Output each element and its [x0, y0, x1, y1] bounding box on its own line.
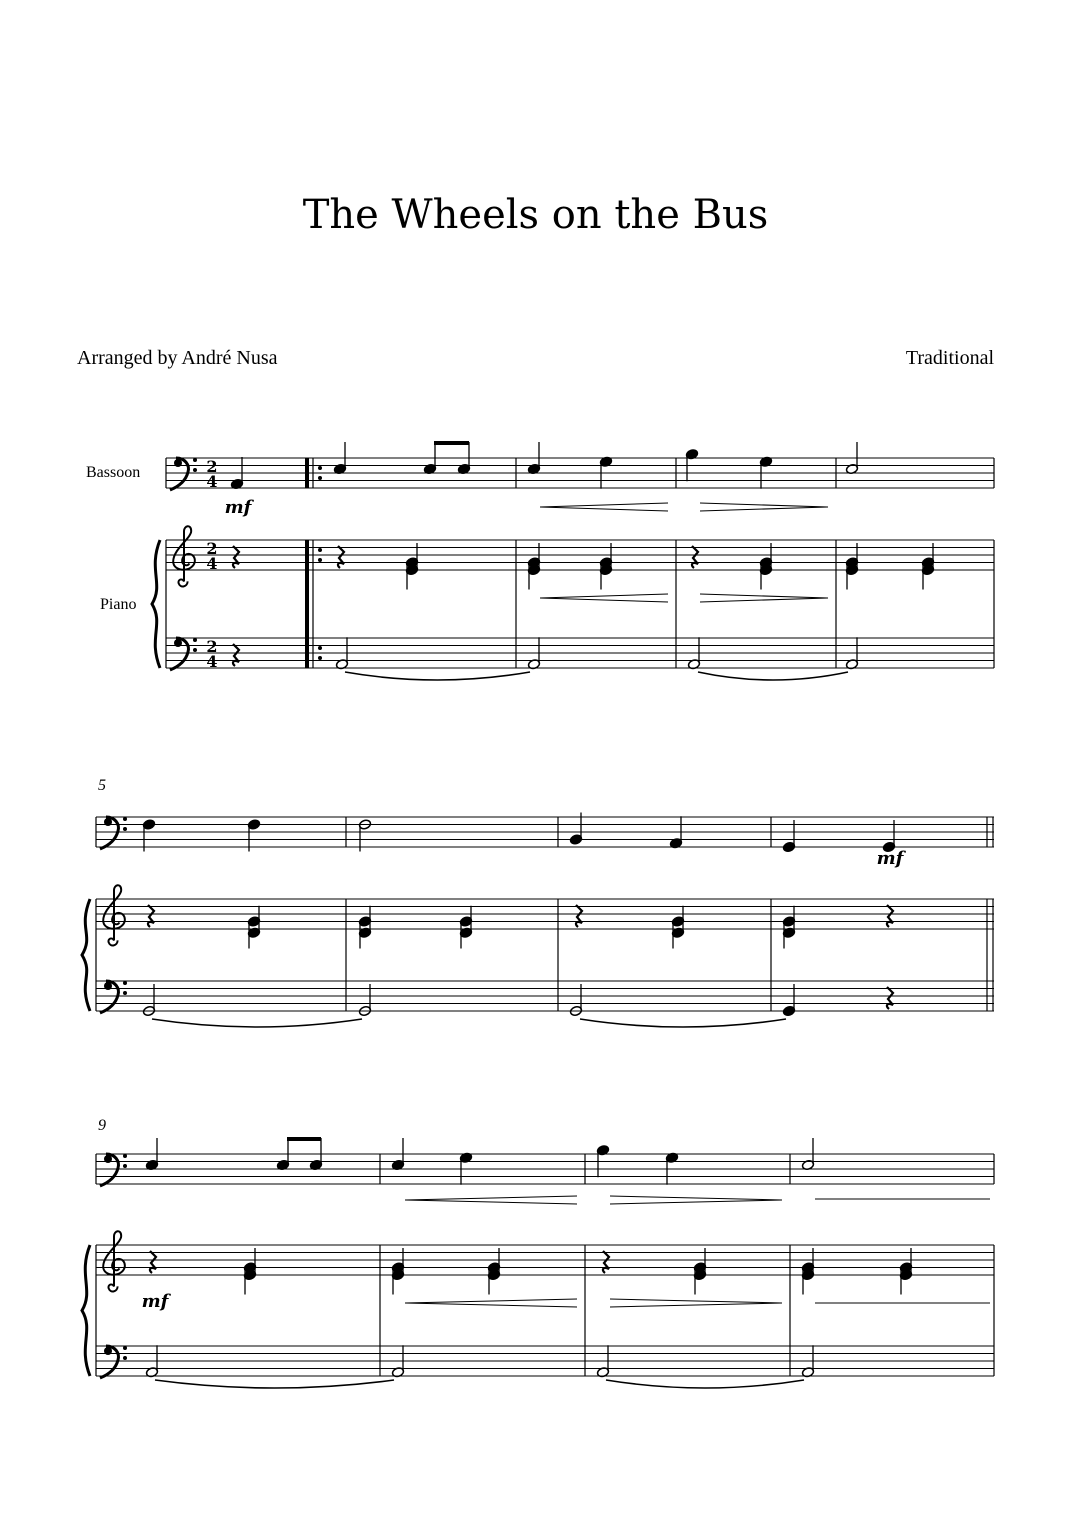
bass-clef — [100, 817, 127, 849]
crescendo-hairpin — [405, 1299, 577, 1303]
quarter-rest — [887, 905, 893, 927]
instrument-label-piano: Piano — [100, 596, 137, 613]
quarter-rest — [338, 546, 344, 568]
quarter-rest — [576, 905, 582, 927]
crescendo-hairpin — [540, 594, 668, 598]
decrescendo-hairpin — [700, 594, 828, 598]
decrescendo-hairpin — [610, 1200, 782, 1204]
quarter-rest — [603, 1251, 609, 1273]
dynamic-mf: mf — [224, 497, 252, 518]
bass-clef — [100, 1346, 127, 1378]
decrescendo-hairpin — [610, 1303, 782, 1307]
crescendo-hairpin — [540, 598, 668, 602]
bass-clef — [170, 638, 197, 670]
crescendo-hairpin — [405, 1200, 577, 1204]
time-signature-bottom: 4 — [206, 554, 218, 573]
piano-brace — [82, 899, 90, 1011]
time-signature-top: 2 — [206, 457, 218, 476]
quarter-rest — [150, 1251, 156, 1273]
piano-brace — [82, 1245, 90, 1376]
decrescendo-hairpin — [700, 503, 828, 507]
bass-clef — [170, 458, 197, 490]
treble-clef — [103, 1231, 125, 1291]
time-signature-top: 2 — [206, 539, 218, 558]
time-signature-bottom: 4 — [206, 472, 218, 491]
tie — [698, 672, 848, 680]
crescendo-hairpin — [405, 1196, 577, 1200]
instrument-label-bassoon: Bassoon — [86, 464, 141, 481]
bass-clef — [100, 981, 127, 1013]
measure-number: 9 — [98, 1117, 106, 1134]
time-signature-top: 2 — [206, 637, 218, 656]
tie — [580, 1019, 786, 1027]
treble-clef — [173, 526, 195, 586]
quarter-rest — [692, 546, 698, 568]
tie — [606, 1380, 804, 1388]
crescendo-hairpin — [540, 503, 668, 507]
decrescendo-hairpin — [610, 1196, 782, 1200]
bass-clef — [100, 1154, 127, 1186]
tie — [152, 1019, 362, 1027]
arranger-credit: Arranged by André Nusa — [77, 347, 278, 369]
quarter-rest — [233, 546, 239, 568]
decrescendo-hairpin — [610, 1299, 782, 1303]
dynamic-mf: mf — [141, 1291, 169, 1312]
score-root — [82, 442, 994, 1388]
piano-brace — [152, 540, 160, 668]
quarter-rest — [233, 644, 239, 666]
measure-number: 5 — [98, 777, 106, 794]
dynamic-mf: mf — [876, 848, 904, 869]
tie — [155, 1380, 394, 1388]
score-title: The Wheels on the Bus — [302, 192, 769, 238]
time-signature-bottom: 4 — [206, 652, 218, 671]
quarter-rest — [887, 987, 893, 1009]
composer-credit: Traditional — [905, 347, 994, 369]
crescendo-hairpin — [540, 507, 668, 511]
treble-clef — [103, 885, 125, 945]
tie — [345, 672, 530, 680]
crescendo-hairpin — [405, 1303, 577, 1307]
quarter-rest — [148, 905, 154, 927]
decrescendo-hairpin — [700, 598, 828, 602]
decrescendo-hairpin — [700, 507, 828, 511]
